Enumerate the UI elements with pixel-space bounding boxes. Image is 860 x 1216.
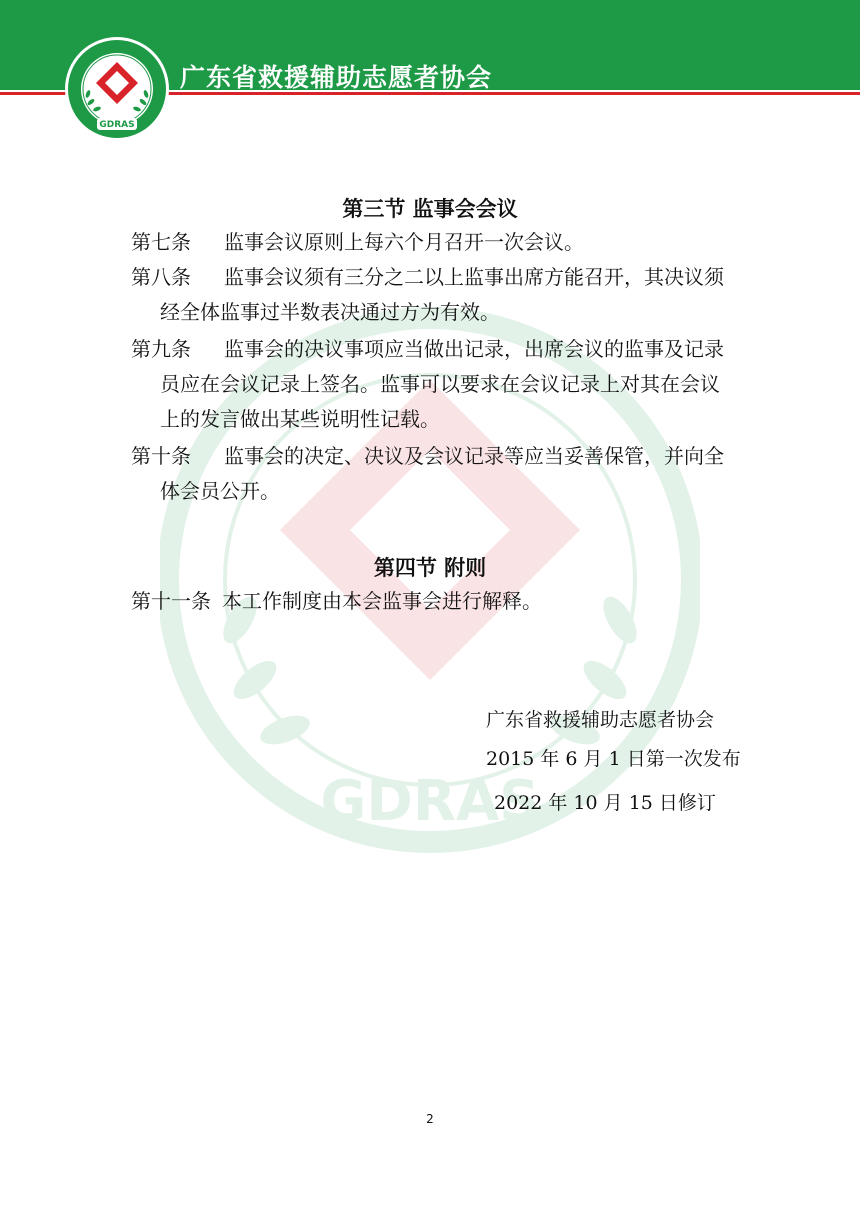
logo-abbr-text: GDRAS bbox=[99, 120, 135, 130]
section3-heading: 第三节 监事会会议 bbox=[342, 197, 518, 221]
article8-label: 第八条 bbox=[131, 265, 191, 289]
watermark-abbr-text: GDRAS bbox=[320, 769, 540, 834]
org-title: 广东省救援辅助志愿者协会 bbox=[180, 63, 493, 92]
article8-line2: 经全体监事过半数表决通过方为有效。 bbox=[160, 300, 500, 324]
article9-label: 第九条 bbox=[131, 337, 191, 361]
signature-org: 广东省救援辅助志愿者协会 bbox=[486, 709, 715, 731]
signature-revised: 2022 年 10 月 15 日修订 bbox=[494, 792, 716, 814]
association-logo bbox=[64, 36, 170, 142]
article10-line2: 体会员公开。 bbox=[160, 479, 280, 503]
article9-line1: 监事会的决议事项应当做出记录，出席会议的监事及记录 bbox=[224, 337, 724, 361]
article7-line1: 监事会议原则上每六个月召开一次会议。 bbox=[224, 230, 584, 254]
signature-published: 2015 年 6 月 1 日第一次发布 bbox=[486, 748, 741, 770]
article11-line1: 本工作制度由本会监事会进行解释。 bbox=[222, 589, 542, 613]
article11-label: 第十一条 bbox=[131, 589, 211, 613]
article8-line1: 监事会议须有三分之二以上监事出席方能召开，其决议须 bbox=[224, 265, 724, 289]
page-number: 2 bbox=[426, 1112, 434, 1126]
article7-label: 第七条 bbox=[131, 230, 191, 254]
article9-line2: 员应在会议记录上签名。监事可以要求在会议记录上对其在会议 bbox=[160, 372, 720, 396]
article9-line3: 上的发言做出某些说明性记载。 bbox=[160, 407, 440, 431]
article10-label: 第十条 bbox=[131, 444, 191, 468]
article10-line1: 监事会的决定、决议及会议记录等应当妥善保管，并向全 bbox=[224, 444, 724, 468]
section4-heading: 第四节 附则 bbox=[373, 556, 487, 580]
